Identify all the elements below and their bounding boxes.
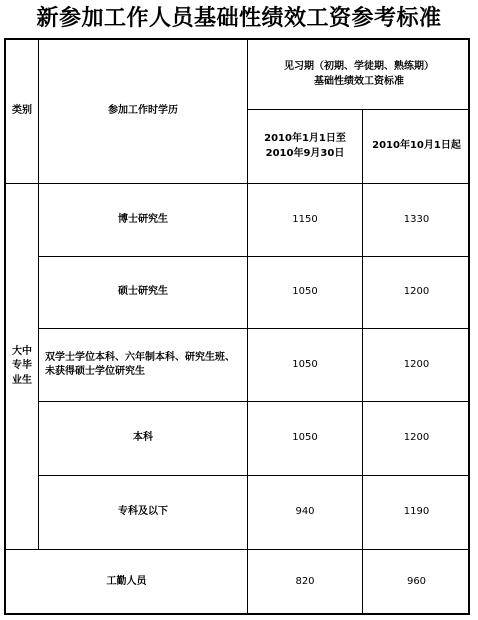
table-row-education xyxy=(39,329,247,401)
group-label-text: 大中 专毕 业生 xyxy=(12,345,32,386)
value-text: 1330 xyxy=(403,213,430,225)
header-category-label: 类别 xyxy=(12,105,32,117)
value-text: 820 xyxy=(295,576,315,588)
workers-label-text: 工勤人员 xyxy=(106,576,147,588)
value-text: 1150 xyxy=(292,213,318,225)
header-period-2-label: 2010年10月1日起 xyxy=(372,140,461,152)
table-row-value-2 xyxy=(363,402,470,475)
header-period-group xyxy=(248,40,470,109)
value-text: 1190 xyxy=(403,506,430,518)
workers-label xyxy=(6,550,247,615)
salary-table xyxy=(4,38,470,615)
header-education xyxy=(39,40,247,183)
value-text: 1050 xyxy=(292,286,318,298)
table-row-value-2 xyxy=(363,329,470,401)
table-row-value-1 xyxy=(248,329,362,401)
table-row-value-1 xyxy=(248,257,362,328)
group-label xyxy=(6,184,38,549)
table-row-education xyxy=(39,402,247,475)
table-row-education xyxy=(39,476,247,549)
table-row-value-2 xyxy=(363,257,470,328)
value-text: 1200 xyxy=(403,432,430,444)
education-text: 硕士研究生 xyxy=(118,286,168,298)
education-text: 专科及以下 xyxy=(118,506,168,518)
value-text: 1200 xyxy=(403,286,430,298)
header-period-group-label: 见习期（初期、学徒期、熟练期） 基础性绩效工资标准 xyxy=(284,61,434,87)
table-row-value-1 xyxy=(248,476,362,549)
education-text: 双学士学位本科、六年制本科、研究生班、未获得硕士学位研究生 xyxy=(45,351,235,377)
table-row-value-2 xyxy=(363,184,470,256)
header-education-label: 参加工作时学历 xyxy=(108,105,178,117)
value-text: 940 xyxy=(295,506,315,518)
header-category xyxy=(6,40,38,183)
workers-value-1 xyxy=(248,550,362,615)
table-row-value-1 xyxy=(248,184,362,256)
table-row-education xyxy=(39,257,247,328)
table-row-value-2 xyxy=(363,476,470,549)
education-text: 本科 xyxy=(133,432,153,444)
page-title: 新参加工作人员基础性绩效工资参考标准 xyxy=(36,5,442,31)
workers-value-2 xyxy=(363,550,470,615)
education-text: 博士研究生 xyxy=(118,213,168,225)
header-period-1-label: 2010年1月1日至 2010年9月30日 xyxy=(264,133,346,159)
value-text: 1050 xyxy=(292,358,318,370)
value-text: 960 xyxy=(406,576,427,588)
table-row-education xyxy=(39,184,247,256)
header-period-2 xyxy=(363,110,470,183)
table-row-value-1 xyxy=(248,402,362,475)
value-text: 1200 xyxy=(403,358,430,370)
value-text: 1050 xyxy=(292,432,318,444)
header-period-1 xyxy=(248,110,362,183)
